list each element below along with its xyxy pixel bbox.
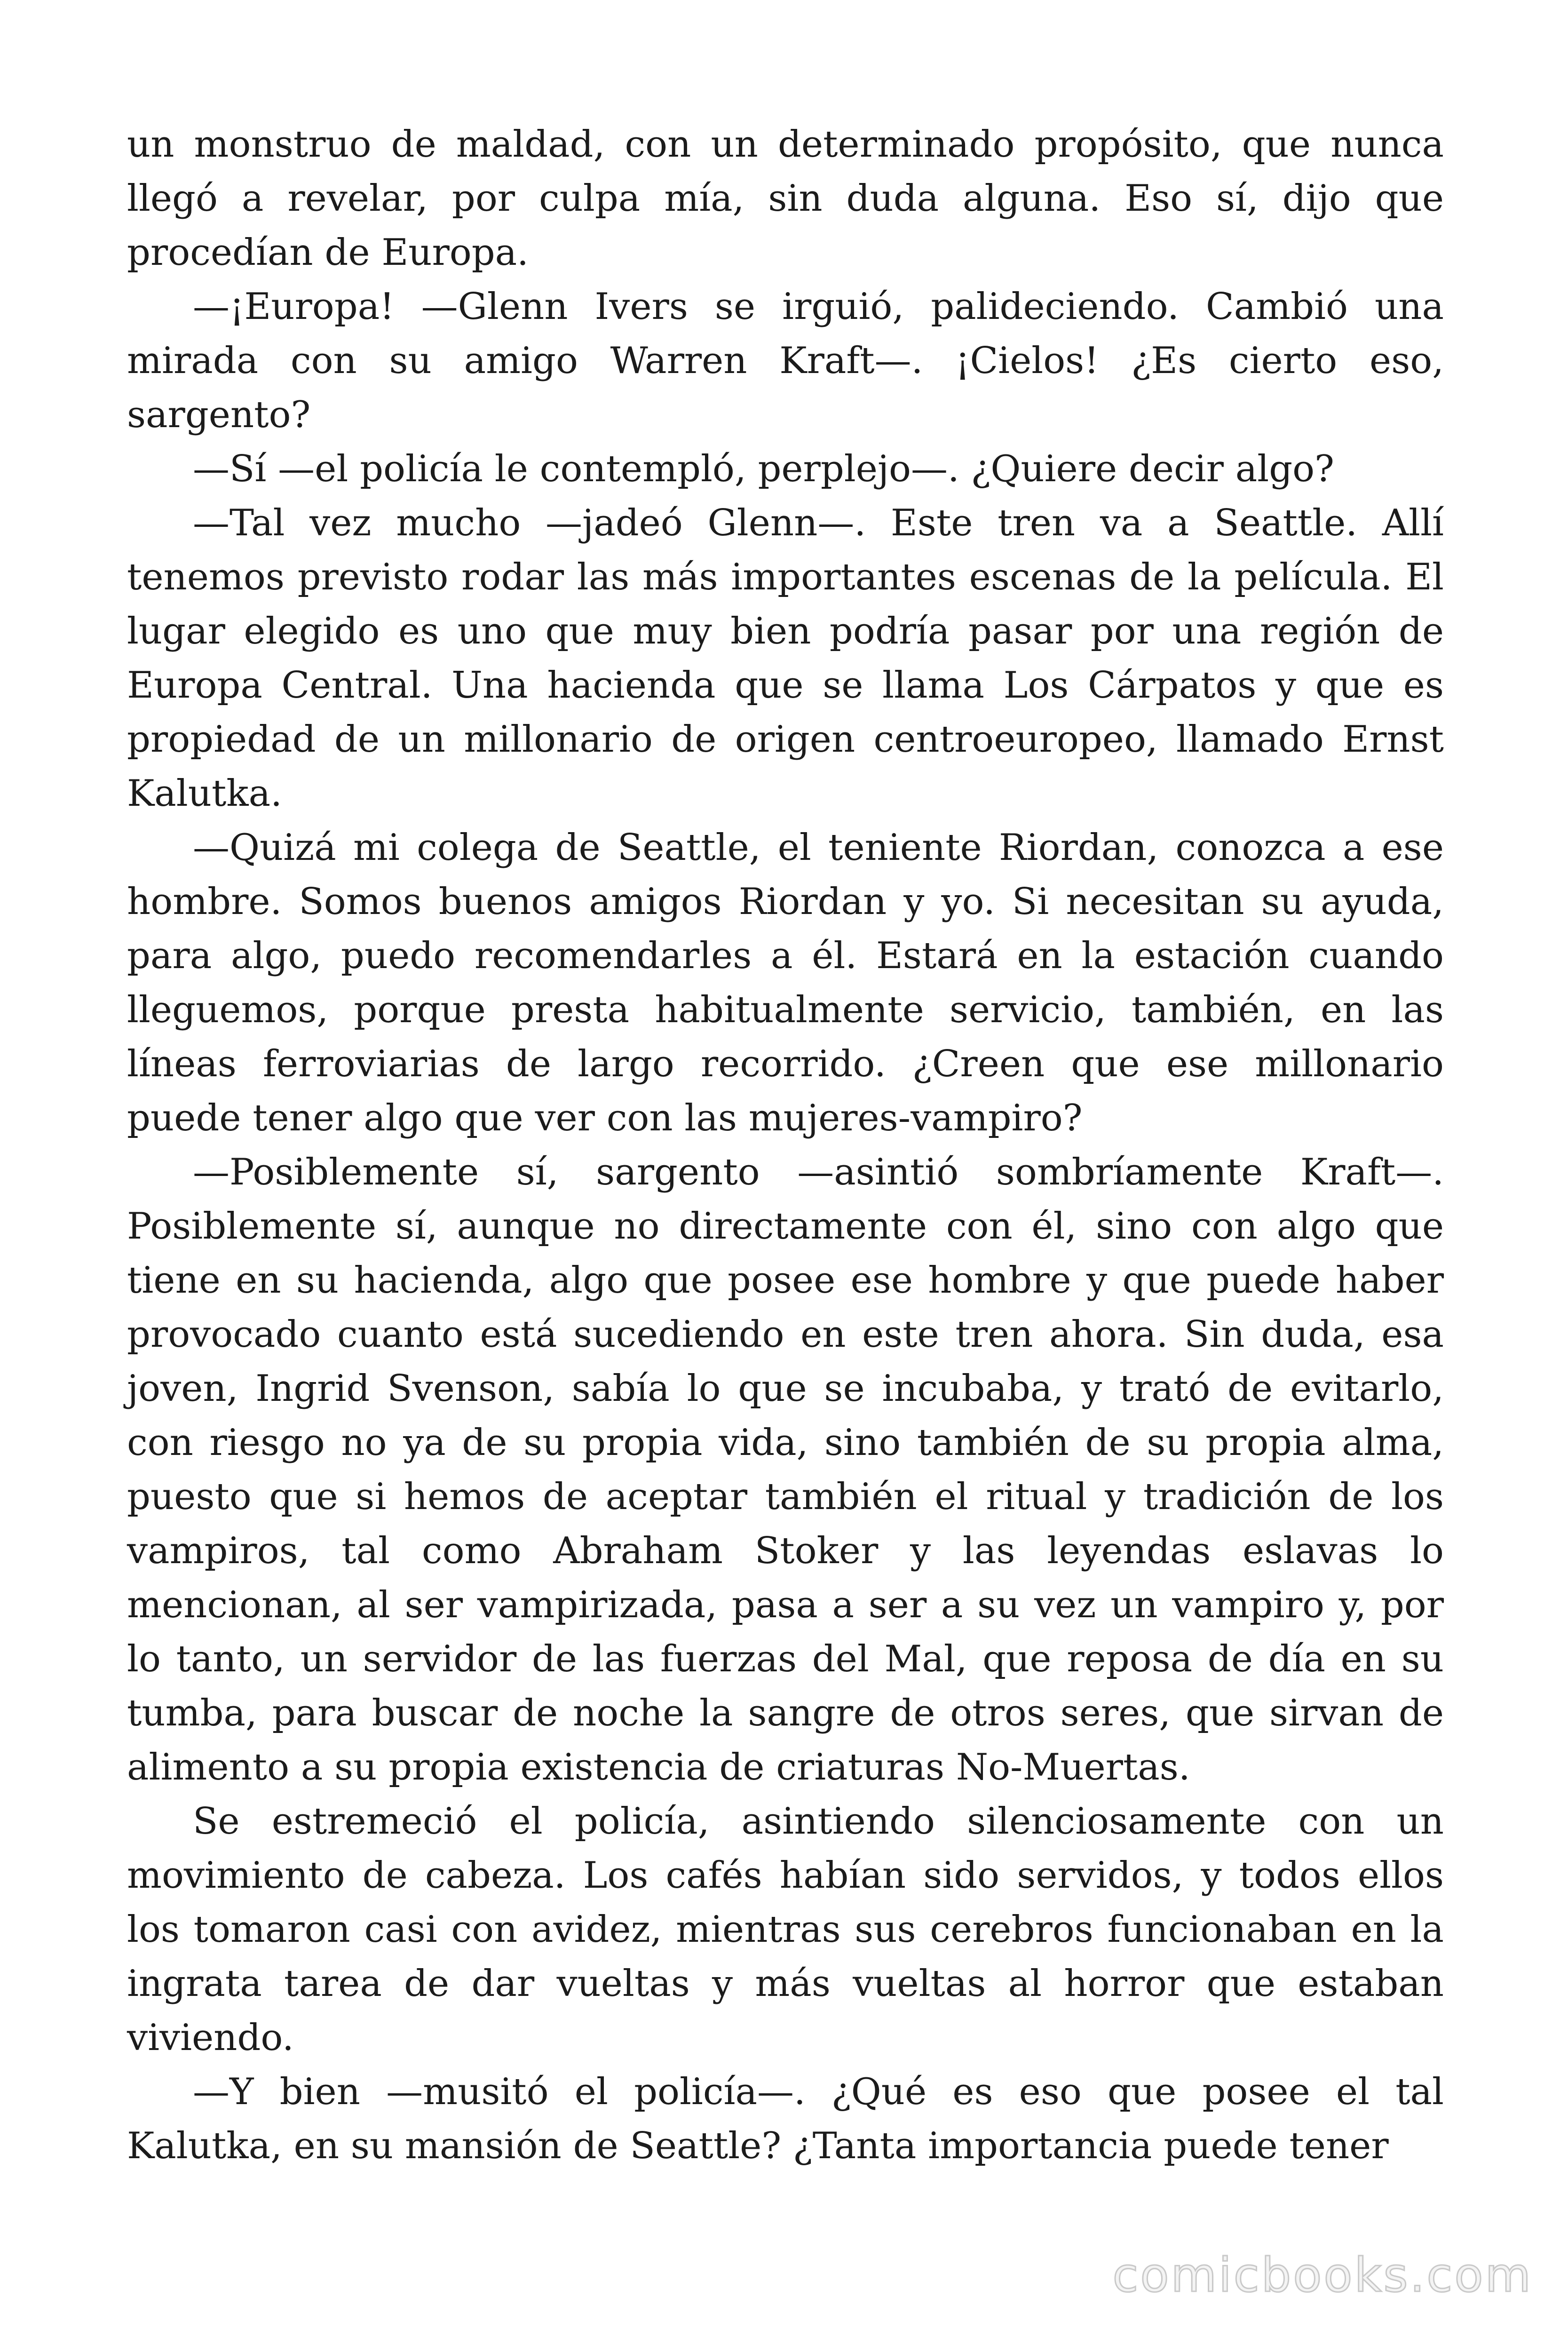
paragraph: —¡Europa! —Glenn Ivers se irguió, palideciendo. Cambió una mirada con su amigo Warren Kraft—. ¡Cielos! ¿Es cierto eso, sargento? [127,286,1444,436]
paragraph: —Tal vez mucho —jadeó Glenn—. Este tren va a Seattle. Allí tenemos previsto rodar las más importantes escenas de la película. El lugar elegido es uno que muy bien podría pasar por una región de Europa Central. Una hacienda que se llama Los Cárpatos y que es propiedad de un millonario de origen centroeuropeo, llamado Ernst Kalutka. [127,502,1444,815]
paragraph: —Posiblemente sí, sargento —asintió sombríamente Kraft—. Posiblemente sí, aunque no directamente con él, sino con algo que tiene en su hacienda, algo que posee ese hombre y que puede haber provocado cuanto está sucediendo en este tren ahora. Sin duda, esa joven, Ingrid Svenson, sabía lo que se incubaba, y trató de evitarlo, con riesgo no ya de su propia vida, sino también de su propia alma, puesto que si hemos de aceptar también el ritual y tradición de los vampiros, tal como Abraham Stoker y las leyendas eslavas lo mencionan, al ser vampirizada, pasa a ser a su vez un vampiro y, por lo tanto, un servidor de las fuerzas del Mal, que reposa de día en su tumba, para buscar de noche la sangre de otros seres, que sirvan de alimento a su propia existencia de criaturas No-Muertas. [127,1151,1444,1788]
paragraph: Se estremeció el policía, asintiendo silenciosamente con un movimiento de cabeza. Los cafés habían sido servidos, y todos ellos los tomaron casi con avidez, mientras sus cerebros funcionaban en la ingrata tarea de dar vueltas y más vueltas al horror que estaban viviendo. [127,1800,1444,2059]
paragraph: —Y bien —musitó el policía—. ¿Qué es eso que posee el tal Kalutka, en su mansión de Seattle? ¿Tanta importancia puede tener [127,2071,1444,2167]
page-text [127,118,1444,2234]
paragraph: un monstruo de maldad, con un determinado propósito, que nunca llegó a revelar, por culpa mía, sin duda alguna. Eso sí, dijo que procedían de Europa. [127,123,1444,274]
paragraph: —Sí —el policía le contempló, perplejo—. ¿Quiere decir algo? [193,448,1334,490]
paragraph: —Quizá mi colega de Seattle, el teniente Riordan, conozca a ese hombre. Somos buenos amigos Riordan y yo. Si necesitan su ayuda, para algo, puedo recomendarles a él. Estará en la estación cuando lleguemos, porque presta habitualmente servicio, también, en las líneas ferroviarias de largo recorrido. ¿Creen que ese millonario puede tener algo que ver con las mujeres-vampiro? [127,826,1444,1139]
watermark: comicbooks.com [1112,2248,1533,2303]
